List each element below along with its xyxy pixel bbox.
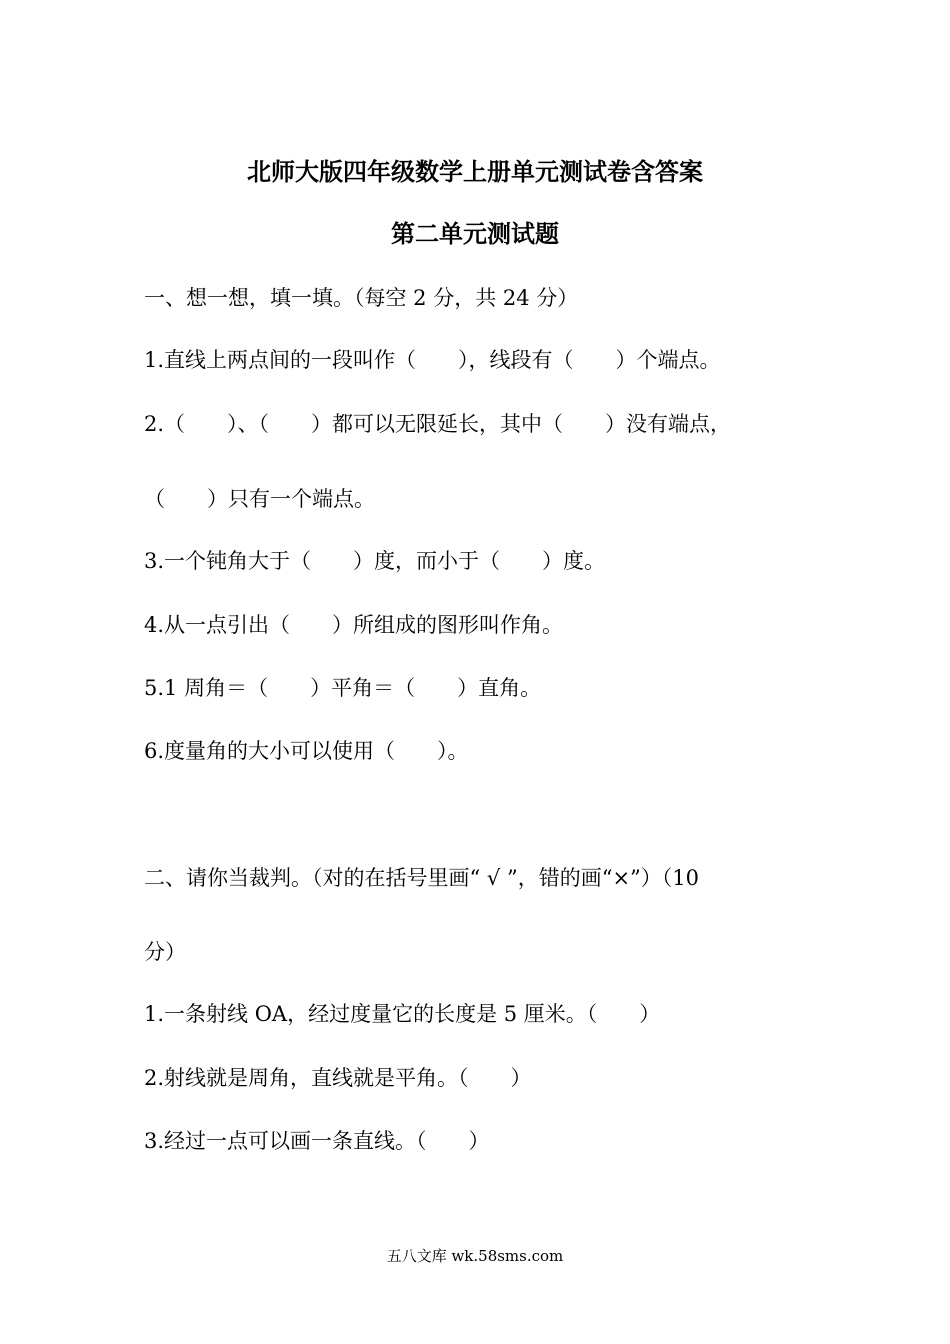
question-1-2: 2.（ ）、（ ）都可以无限延长，其中（ ）没有端点， [144, 412, 732, 436]
document-title: 北师大版四年级数学上册单元测试卷含答案 [247, 157, 703, 186]
question-1-2-continued: （ ）只有一个端点。 [144, 487, 375, 511]
question-2-2: 2.射线就是周角，直线就是平角。（ ） [144, 1066, 532, 1090]
question-1-4: 4.从一点引出（ ）所组成的图形叫作角。 [144, 613, 564, 637]
page-footer: 五八文库 wk.58sms.com [386, 1247, 564, 1265]
section-2-heading-continued: 分） [144, 940, 186, 964]
question-1-3: 3.一个钝角大于（ ）度，而小于（ ）度。 [144, 549, 606, 573]
section-2-heading: 二、请你当裁判。（对的在括号里画“ √ ”，错的画“×”）（10 [144, 866, 699, 890]
question-2-3: 3.经过一点可以画一条直线。（ ） [144, 1129, 490, 1153]
question-1-5: 5.1 周角＝（ ）平角＝（ ）直角。 [144, 676, 542, 700]
question-1-6: 6.度量角的大小可以使用（ ）。 [144, 739, 469, 763]
section-1-heading: 一、想一想，填一填。（每空 2 分，共 24 分） [144, 286, 579, 310]
question-1-1: 1.直线上两点间的一段叫作（ ），线段有（ ）个端点。 [144, 348, 721, 372]
question-2-1: 1.一条射线 OA，经过度量它的长度是 5 厘米。（ ） [144, 1002, 661, 1026]
document-subtitle: 第二单元测试题 [391, 219, 559, 248]
